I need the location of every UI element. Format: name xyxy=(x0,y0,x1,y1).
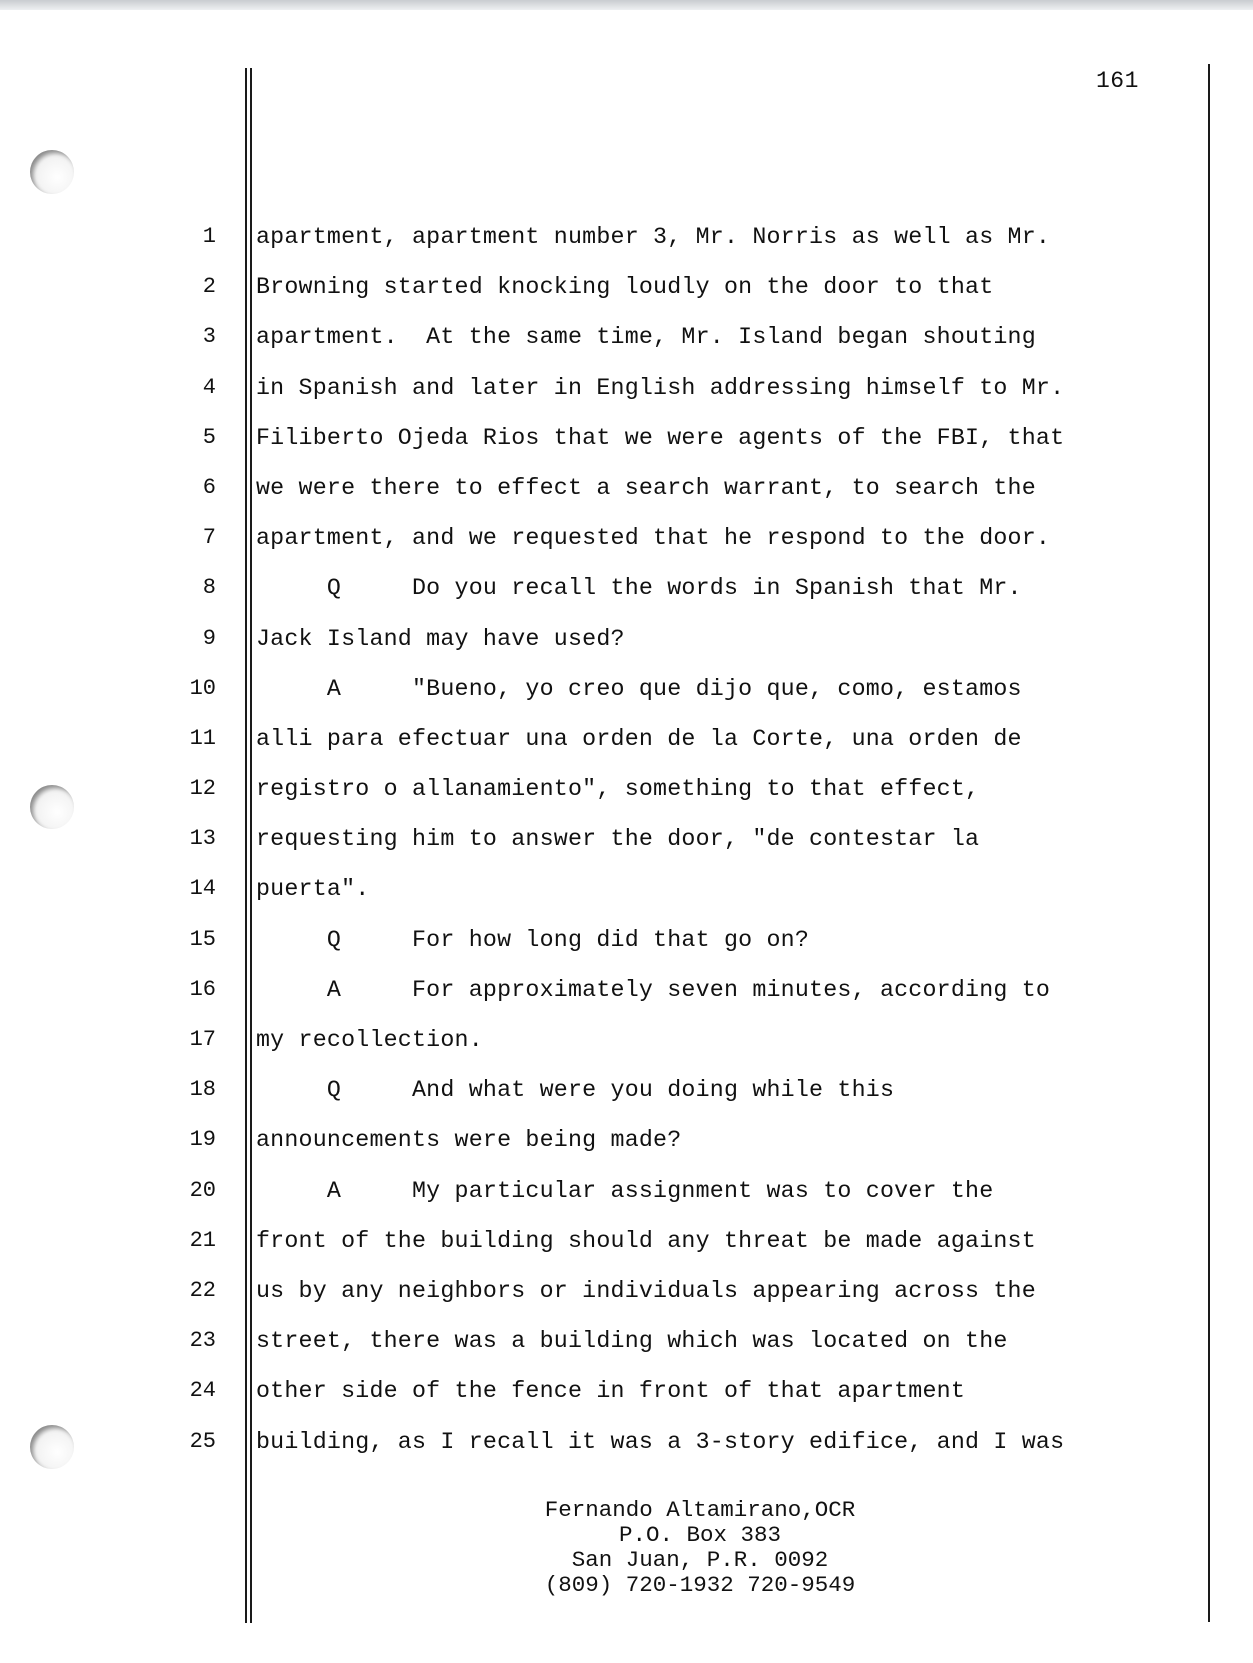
line-number: 11 xyxy=(189,725,216,751)
line-number: 1 xyxy=(202,224,216,249)
transcript-body xyxy=(256,222,1206,1477)
transcript-line: A "Bueno, yo creo que dijo que, como, estamos xyxy=(256,675,1022,702)
line-number: 24 xyxy=(189,1378,216,1404)
right-margin-rule xyxy=(1208,64,1210,1622)
transcript-line: Browning started knocking loudly on the door to that xyxy=(256,274,994,301)
line-number: 15 xyxy=(189,926,216,952)
transcript-line: registro o allanamiento", something to that effect, xyxy=(256,776,980,803)
line-number-column xyxy=(160,222,216,1477)
transcript-line: Q Do you recall the words in Spanish that Mr. xyxy=(256,575,1022,602)
line-number: 5 xyxy=(202,424,216,450)
transcript-line: front of the building should any threat be made against xyxy=(256,1227,1036,1254)
line-number: 7 xyxy=(202,525,216,551)
transcript-line: apartment, and we requested that he respond to the door. xyxy=(256,525,1051,552)
page-number: 161 xyxy=(1096,68,1139,94)
transcript-line: Filiberto Ojeda Rios that we were agents of the FBI, that xyxy=(256,424,1065,451)
reporter-name: Fernando Altamirano,OCR xyxy=(544,1497,856,1523)
transcript-line: us by any neighbors or individuals appearing across the xyxy=(256,1277,1036,1304)
line-number: 12 xyxy=(189,776,216,802)
line-number: 10 xyxy=(189,675,216,701)
transcript-line: announcements were being made? xyxy=(256,1127,682,1154)
reporter-city: San Juan, P.R. 0092 xyxy=(571,1547,829,1573)
line-number: 19 xyxy=(189,1127,216,1153)
line-number: 13 xyxy=(189,826,216,852)
transcript-line: Jack Island may have used? xyxy=(256,625,625,652)
left-margin-rule-outer xyxy=(245,68,247,1623)
transcript-line: we were there to effect a search warrant, to search the xyxy=(256,474,1036,501)
scan-top-edge xyxy=(0,0,1253,10)
line-number: 20 xyxy=(189,1177,216,1203)
line-number: 17 xyxy=(189,1027,216,1052)
transcript-line: apartment. At the same time, Mr. Island began shouting xyxy=(256,324,1036,351)
line-number: 4 xyxy=(202,374,216,400)
line-number: 2 xyxy=(202,274,216,300)
line-number: 23 xyxy=(189,1328,216,1354)
line-number: 14 xyxy=(189,876,216,902)
line-number: 22 xyxy=(189,1277,216,1303)
reporter-address: P.O. Box 383 xyxy=(618,1522,782,1548)
transcript-line: street, there was a building which was located on the xyxy=(256,1328,1008,1355)
line-number: 6 xyxy=(202,474,216,500)
line-number: 8 xyxy=(202,575,216,601)
transcript-line: alli para efectuar una orden de la Corte, una orden de xyxy=(256,725,1022,752)
reporter-footer xyxy=(380,1498,1020,1598)
transcript-line: requesting him to answer the door, "de contestar la xyxy=(256,826,980,853)
line-number: 16 xyxy=(189,976,216,1002)
line-number: 25 xyxy=(189,1428,216,1454)
transcript-line: Q For how long did that go on? xyxy=(256,926,810,953)
transcript-line: puerta". xyxy=(256,876,370,903)
binder-hole-top xyxy=(30,150,74,194)
line-number: 18 xyxy=(189,1077,216,1103)
transcript-line: other side of the fence in front of that apartment xyxy=(256,1378,966,1405)
transcript-line: in Spanish and later in English addressing himself to Mr. xyxy=(256,374,1065,401)
line-number: 21 xyxy=(189,1227,216,1253)
binder-hole-bottom xyxy=(30,1425,74,1469)
transcript-line: apartment, apartment number 3, Mr. Norris as well as Mr. xyxy=(256,224,1051,250)
transcript-line: Q And what were you doing while this xyxy=(256,1077,895,1104)
binder-hole-middle xyxy=(30,785,74,829)
line-number: 9 xyxy=(202,625,216,651)
transcript-line: building, as I recall it was a 3-story edifice, and I was xyxy=(256,1428,1065,1455)
reporter-phone: (809) 720-1932 720-9549 xyxy=(544,1572,856,1598)
transcript-line: A For approximately seven minutes, according to xyxy=(256,976,1051,1003)
transcript-line: A My particular assignment was to cover the xyxy=(256,1177,994,1204)
transcript-line: my recollection. xyxy=(256,1027,483,1053)
left-margin-rule-inner xyxy=(250,68,252,1623)
line-number: 3 xyxy=(202,324,216,350)
